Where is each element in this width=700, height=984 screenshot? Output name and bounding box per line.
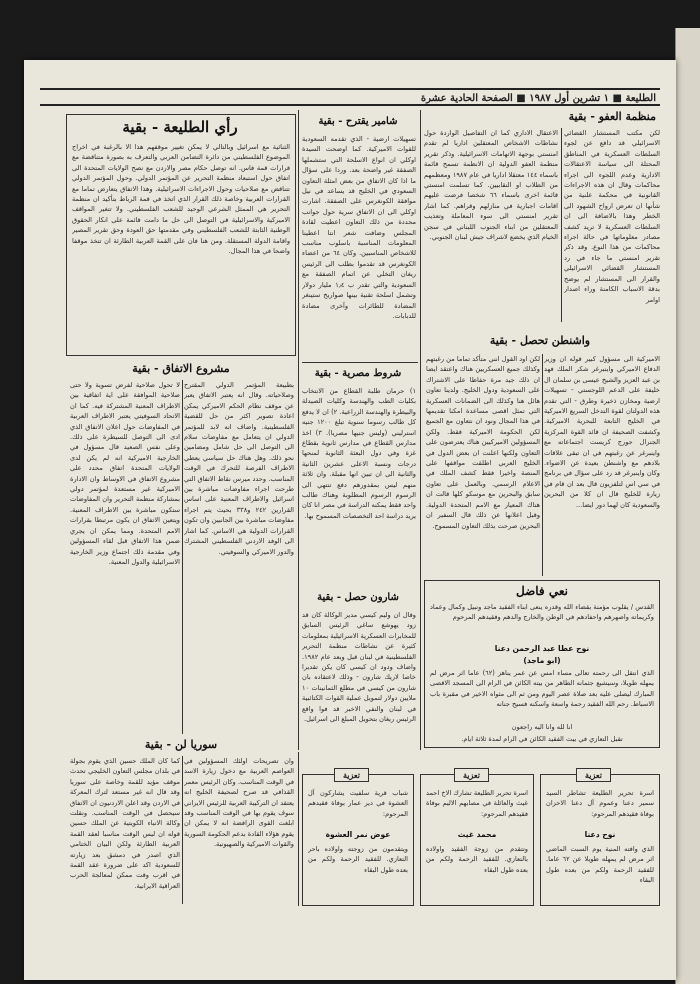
shamir-body: تسهيلات ارضية - الذي تقدمه السعودية للقوات الاميركية. كما اوضحت السيدة اوكلي ان انواع الاسلحة التي ستشملها الصفقة غير واضحة بعد. وردا على سؤال ما اذا كان الاتفاق من بعض امثلة التعاون السعودي في الخليج قد يساعد في نيل موافقة الكونغرس على الصفقة. اشارت اوكلي الى ان الاتفاق سرية حول جوانب محددة من ذلك التعاون اعطيت لقادة المجلس وضافت شعر انتا اعطينا المعلومات المناسبة باسلوب مناسب للاشخاص المناسبين. وكان ٦٤ من اعضاء الكونغرس قد تقدموا بطلب الى الرئيس ريغان التخلي عن اتمام الصفقة مع السعودية والتي تقدر ب ١٫٤ مليار دولار وتشمل اسلحة تقنية بينها صواريخ ستينغر المضادة للطائرات وآخرى مضادة للدبابات. xyxy=(302,135,416,320)
vanguard-body: الثنائية مع اسرائيل وبالتالي لا يمكن تغيير موقفهم هذا الا بالرغبة في اخراج الموضوع الفلسطيني من دائرة التضامن العربي والتعرف به بصورة متناقضة مع قرارات قمة فاس. انه توصل حكام مصر والاردن مع نصح الولايات المتحدة الى اتفاق حول استبعاد منظمة التحرير عن المؤتمر الدولي. وحول المؤتمر الدولي تتناقض مع صلاحيات وحول الاجراءات الاسرائيلية. وهذا الاتفاق يتعارض تماما مع القرارات العربية وخاصة ذلك القرار الذي اتخذ في قمة الرباط بتأكيد ان منظمة التحرير هي الممثل الشرعي الوحيد للشعب الفلسطيني. ولا تتغير المواقف الاميركية والاسرائيلية في التوصل الى حل ما دامت قائمة على انكار الحقوق الوطنية الثابتة للشعب الفلسطيني وفي مقدمتها حق العودة وحق تقرير المصير واقامة الدولة المستقلة. ومن هنا فان على القمة العربية الطارئة ان تتخذ موقفا واضحا في هذا المجال. xyxy=(72,143,290,256)
amnesty-body-left: الاعتقال الاداري كما ان التفاصيل الواردة حول نشاطات الاشخاص المعتقلين اداريا لم تقدم امنستي بوجهة الاتهامات الاسرائيلية. وذكر تقرير منظمة العفو الدولية ان الانظمة تسمح قائمة باسماء ١٤٤ معتقلا اداريا في عام ١٩٨٧ ومعظمهم من الطلاب او النقابيين. كما تسلمت امنستي قائمة اخرى باسماء ٦٦ شخصا فرضت عليهم اقامات اجبارية في منازلهم وقراهم. كما اشار تقرير امنستي الى سوء المعاملة وتعذيب المعتقلين من ابناء الجنوب اللبناني في سجن الخيام الذي يخضع لاشراف جيش لبنان الجنوبي. xyxy=(424,129,558,242)
condolence-3-title: تعزية xyxy=(334,768,369,782)
obituary-nickname: (ابو ماجد) xyxy=(523,656,561,665)
headline-shamir: شامير يقترح - بقية xyxy=(318,116,398,127)
headline-agreement: مشروع الاتفاق - بقية xyxy=(132,362,230,375)
egypt-body: ١) حرمان طلبة القطاع من الانتخاب بكليات الطب والهندسة وكليات الصيدلة والبيطرة والهندسة الزراعية. ٢) ان لا يدفع كل طالب رسوما سنوية تبلغ ١٢٠٠ جنيه استرليني (وليس جنيها مصريا). ٣) اخذ مدارس القطاع في مدارس ثانوية بقطاع غزة وفي دول البعثة الثانوية لمنحها درجات ونسبة الاعلى عشرين الثانية والثانية الى ان تبين انها مقبلة. وان ثلاثة منهم ليس بمقدورهم دفع تنتهي الى الرسوم الرسوم المطلوبة وهناك طالب واحد فقط يمكنه الدراسة في مصر انا كان يريد دراسة احد التخصصات المسموح بها. xyxy=(302,387,416,520)
washington-body-left: لكن اود القول انني متأكد تماما من رغبتهم وكذلك جميع العسكريين هناك واعتقد ايضا ان ذلك جيد مرة حفاظا على الاشتراك على السعودية ودول الخليج. ولدينا تعاون هائل هنا وكذلك الى الضمانات العسكرية التي تمثل اقصى مساعدة امكنا تقديمها في هذا المجال ونود ان نتعاون مع الجميع لكن الحكومة الاميركية فقط. ولكن المسؤولين الاميركيين هناك يعترضون على التعاون ولكنها اعلنت ان بعض الدول في الخليج العربي اطلقت مواقفها على المنصة واخيرا فقط كشف الملك في الاعلام الرسمي. وبالعمل على تعاون سابق والبحرين مع موسكو كلها قالت ان هناك المعيار مع الامم المتحدة الدولية. وقبل اعلانها عن ذلك قال السفير ان البحرين صرحت بذلك التعاون المسموح. xyxy=(426,355,540,530)
amnesty-body-right: لكن مكتب المستشار القضائي الاسرائيلي قد دافع عن لجوء السلطات العسكرية في المناطق المحتلة الى سياسة الاعتقالات الادارية وعدم اللجوء الى اجراء محاكمات وقال ان هذه الاجراءات القانونية في محكمة علنية من شأنها ان تعرض ارواح الشهود الى الخطر وهذا بالاضافة الى ان السلطات العسكرية لا تريد كشف مصادر معلوماتها في حالة اجراء محاكمات من هذا النوع. وقد ذكر تقرير امنستي ما جاء في رد المستشار القضائي الاسرائيلي والقرار الى المستشار لم يوضح بدقة الاسباب الكامنة وراء اصدار اوامر xyxy=(564,129,660,304)
sharon-body: وقال ان وليم كيسي مدير الوكالة كان قد زود يهوشع ساغي الرئيس السابق للمخابرات العسكرية الاسرائيلية بمعلومات كثيرة عن نشاطات منظمة التحرير الفلسطينية في لبنان قبل وبعد عام ١٩٨٢. واضاف ودود ان كيسي كان يكن تقديرا خاصا لاريك شارون - وذلك لاعتقاده بان شارون من كيسي في مطلع الثمانينات ١٠ ملايين دولار لتمويل عملية القوات الكتائبية في لبنان والنفي الاخبر قد فوا واقع الرئيس ريغان بتحويل المبلغ الى اسرائيل. xyxy=(302,611,416,724)
running-head: الطليعة ■ ١ تشرين أول ١٩٨٧ ■ الصفحة الحادية عشرة xyxy=(40,88,660,106)
headline-egypt: شروط مصرية - بقية xyxy=(314,368,402,379)
condolence-1-rest: الذي وافته المنية يوم السبت الماضي اثر مرض لم يمهله طويلا عن ٦٢ عاما. للفقيد الرحمة ولكم من بعده طول البقاء xyxy=(546,845,654,885)
condolence-2-name: محمد غيث xyxy=(457,830,497,839)
washington-body-right: الاميركية الى مسؤول كبير قوله ان وزير الدفاع الاميركي واينبرغر شكر الملك فهد بن عبد العزيز والشيخ عيسى بن سلمان ال خليفة على الدعم اللوجستي - تسهيلات ارضية ومخازن ذخيرة وطرق - التي تقدم هذه الدولتان لقوة التدخل السريع الاميركية في الخليج التابعة للبحرية الاميركية. وكشفت الصحيفة ان قائد القوة المركزية الجنرال جورج كريست اجتماعاته مع واينبرغر عن رغبتهم في ان تبقى علاقات بلادهم مع واشنطن بعيدة عن الاضواء. وكان واينبرغر قد رد على سؤال في برنامج في سي اس لتلفزيون قال بعد ان قام في زيارة للخليج قال ان كلا من البحرين والسعودية كان لهما دور ايضا... xyxy=(544,355,660,509)
condolence-1-text: اسرة تحرير الطليعة تشاطر السيد سمير دعنا وعموم آل دعنا الاحزان بوفاة فقيدهم المرحوم: xyxy=(546,789,654,818)
condolence-2-title: تعزية xyxy=(454,768,489,782)
obituary-intro: القدس / يقلوب مؤمنة بقضاء الله وقدره ينعى ابناء الفقيد ماجد ونبيل وكمال وعماد وكريماته واصهرهم واحفادهم في الوطن والخارج والدهم وفقيدهم المرحوم xyxy=(430,603,654,622)
column-rule xyxy=(542,354,543,576)
agreement-body-left: لا تحول صلاحية لفرض تسوية ولا حتى صلاحية الموافقة على اية اتفاقية بين الاطراف المعنية المشتركة فيه. كما ان الاتحاد السوفيتي يعتبر الاطراف العربية في المفاوضات حول اعلان الاتفاق الذي ادى الى التوصل للسيطرة على ذلك. وعلى نفس الصعيد قال مسؤول في الخارجية الاميركية انه لم يكن لدى الولايات المتحدة اتفاق محدد على مشروع الاتفاق في الاوساط وان الادارة الاميركية غير مستعدة لمؤتمر دولي بمشاركة منظمة التحرير وان المفاوضات ستكون مباشرة بين الاطراف المعنية. ويتعين الاتفاق ان يكون مرتبطا بقرارات الامم المتحدة. ومما يمكن ان يجري ضمن هذا الاتفاق قبل لقاء المسؤولين وفي مقدمة ذلك اجتماع وزير الخارجية الاسرائيلية والدول المعنية. xyxy=(70,381,180,566)
headline-vanguard: رأي الطليعة - بقية xyxy=(122,118,238,136)
column-rule xyxy=(298,110,299,750)
condolence-2-rest: وتتقدم من زوجة الفقيد واولاده بالتعازي. للفقيد الرحمة ولكم من بعده طول البقاء xyxy=(426,845,528,874)
adjacent-page-edge xyxy=(675,28,700,984)
condolence-1-title: تعزية xyxy=(576,768,611,782)
condolence-1-name: نوح دعنا xyxy=(584,830,616,839)
obituary-title: نعي فاضل xyxy=(516,584,568,598)
headline-sharon: شارون حصل - بقية xyxy=(317,592,399,603)
obituary-closing: انا لله وانا اليه راجعون xyxy=(511,723,573,731)
agreement-body-right: بطبيعة المؤتمر الدولي المقترح وصلاحياته. وقال انه يعتبر الاتفاق يعبر عن موقف نظام الحكم الاميركي يمكن اعادة تصوير اكثر من حل للقضية الفلسطينية. واضاف انه لابد للمؤتمر الدولي ان يتعامل مع مفاوضات سلام الى التوصل الى حل شامل ومضامين نحو ذلك. وهل هناك حل سياسي يعطي الاطراف الفرصة للتحرك في الوقت المناسب. وحدد ميرس نقاط الاتفاق التي طرحت اجراء مفاوضات مباشرة بين اسرائيل والاطراف المعنية على اساس القرارين ٢٤٢ و٣٣٨ بحيث يتم اجراء مفاوضات مباشرة بين الجانبين وان تكون القرارات الدولية هي الاساس. كما اشار الى الوفد الاردني الفلسطيني المشترك والدور الاميركي والسوفيتي. xyxy=(184,381,294,556)
headline-washington: واشنطن تحصل - بقية xyxy=(489,334,591,347)
column-rule xyxy=(182,380,183,734)
section-rule xyxy=(302,362,418,363)
condolence-3-name: عوض نمر العشوة xyxy=(325,830,391,839)
headline-amnesty: منظمة العفو - بقية xyxy=(568,110,656,123)
syria-body-left: كما كان الملك حسين الذي يقوم بجولة في بلدان مجلس التعاون الخليجي تحدث موقف مؤيد للقمة وخاصة على سوريا وقد قال انه غير مستعد لترك المعركة في الاردن وقد اعلن الاردنيون ان الاتفاق سيحصل في الوقت المناسب. ونقلت وكالة الانباء الكويتية عن الملك حسين قوله ان ليس الوقت مناسبا لعقد القمة العربية الطارئة ولكن البيان الختامي الذي اصدر في دمشق بعد زيارته للسعودية اكد على ضرورة عقد القمة في اقرب وقت ممكن لمعالجة الحرب العراقية الايرانية. xyxy=(70,757,180,890)
syria-body-right: وان تصريحات اولئك المسؤولين في العواصم العربية مع دخول زيارة الاسد في الوقت المناسب. وكان الرئيس معمر القذافي قد صرح لصحيفة الخليج انه يعتقد ان التركيبة العربية للرئيس الايراني سوف يقوم بها في الوقت المناسب وقد ابلغت القوى الرافضة انه لا يمكن ان يقوم هؤلاء القادة بدعم الحكومة السورية والقوات الاميركية والصهيونية. xyxy=(184,757,294,849)
obituary-condolence: تقبل التعازي في بيت الفقيد الكائن في الرام لمدة ثلاثة ايام. xyxy=(461,735,623,743)
condolence-3-text: شباب قرية سلفيت يشاركون آل العشوة في دير عمار بوفاة فقيدهم المرحوم: xyxy=(308,789,408,818)
condolence-2-text: اسرة تحرير الطليعة تشارك الاخ احمد غيث والعائلة في مصابهم الاليم بوفاة فقيدهم المرحوم: xyxy=(426,789,528,818)
column-rule xyxy=(420,110,421,750)
column-rule xyxy=(182,756,183,904)
headline-syria: سوريا لن - بقية xyxy=(144,738,218,751)
column-rule xyxy=(561,128,562,322)
obituary-name: نوح عطا عبد الرحمن دعنا xyxy=(494,644,590,653)
obituary-text: الذي انتقل الى رحمته تعالى مساء امس عن عمر يناهز (٦٢) عاما اثر مرض لم يمهله طويلا، وسيشيع جثمانه الطاهر من بيته الكائن في الرام الى المسجد الاقصى المبارك ليصلى عليه بعد صلاة عصر اليوم ومن ثم الى مثواه الاخير في مقبرة باب الاسباط. رحم الله الفقيد رحمة واسعة واسكنه فسيح جنانه xyxy=(430,669,654,709)
column-rule xyxy=(298,752,299,906)
condolence-3-rest: ويتقدمون من زوجته واولاده باحر التعازي. للفقيد الرحمة ولكم من بعده طول البقاء xyxy=(308,845,408,874)
